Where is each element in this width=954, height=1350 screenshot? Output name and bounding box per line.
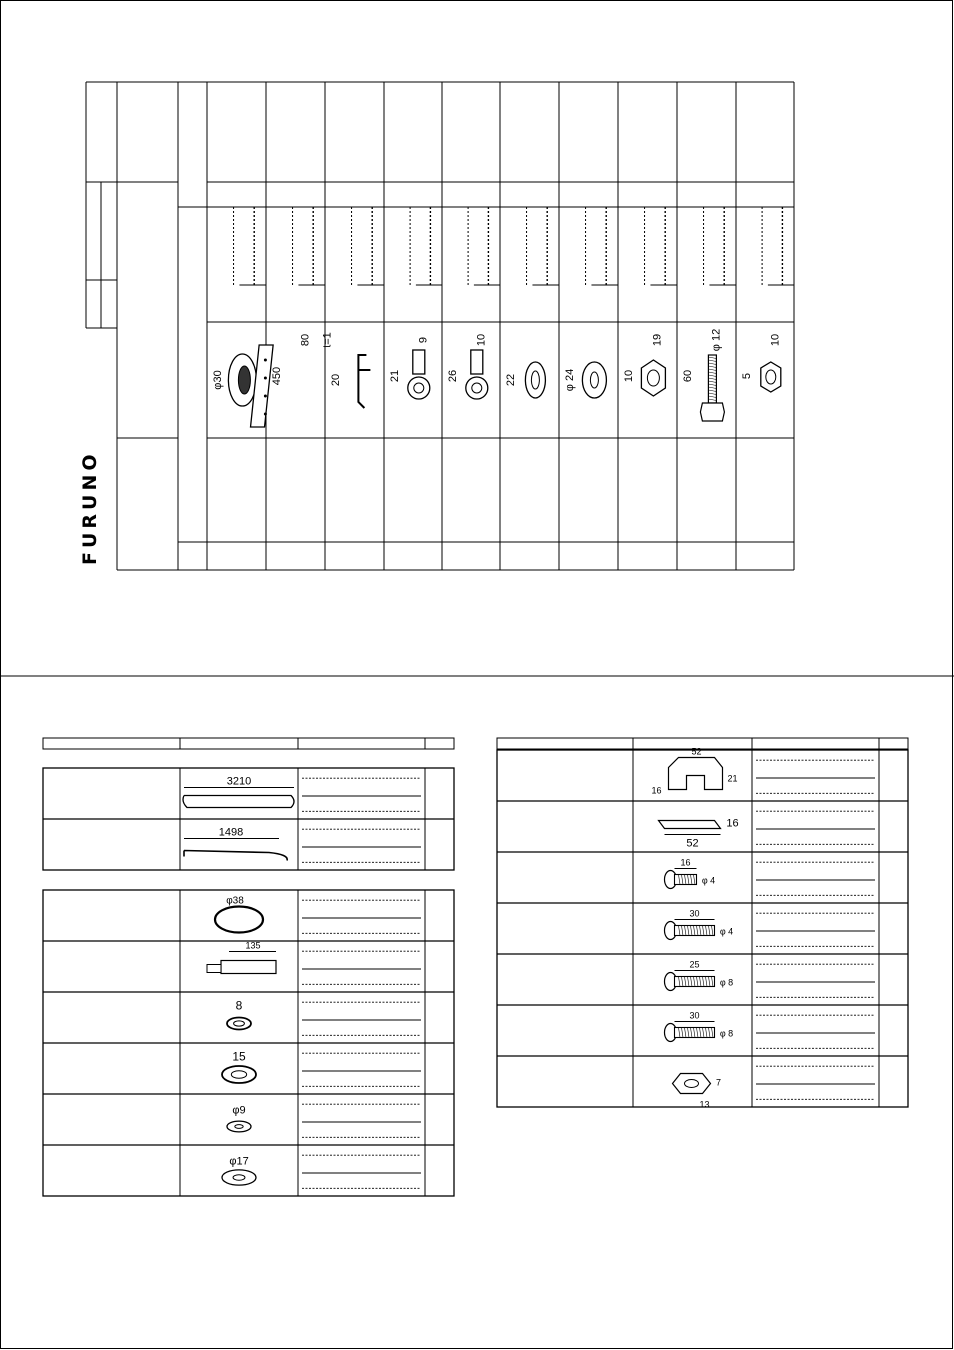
part-drawing — [228, 354, 256, 406]
part-drawing — [227, 1121, 251, 1132]
bolt-head — [700, 403, 724, 421]
part-drawing — [665, 869, 697, 889]
table-group-1 — [497, 747, 908, 1110]
top-column-6 — [500, 82, 559, 570]
part-drawing — [665, 920, 715, 940]
table-row — [497, 1056, 908, 1110]
tool-tip — [207, 965, 221, 973]
part-drawing — [673, 1074, 711, 1094]
furuno-logo: FURUNO — [79, 450, 101, 565]
dimension-label: 26 — [447, 369, 459, 383]
terminal-hole — [472, 383, 482, 393]
strap-hole — [264, 413, 267, 416]
dimension-label: 7 — [715, 1077, 722, 1088]
dimension-label: 8 — [235, 998, 243, 1013]
cable-shape — [183, 796, 294, 808]
dimension-label: 16 — [726, 817, 739, 830]
dimension-label: 19 — [651, 333, 664, 347]
part-drawing — [669, 758, 723, 790]
dimension-label: φ 8 — [719, 1028, 734, 1039]
dimension-label: φ38 — [226, 895, 244, 907]
part-drawing — [227, 1018, 251, 1030]
table-row — [43, 819, 454, 862]
dimension-label: 20 — [330, 373, 342, 387]
dimension-label: 16 — [651, 785, 662, 796]
dimension-label: φ 12 — [710, 328, 723, 352]
dimension-label: 10 — [623, 369, 635, 383]
part-drawing — [665, 971, 715, 991]
page-frame — [1, 1, 953, 1349]
table-group-2 — [43, 890, 454, 1196]
table-row — [497, 1005, 908, 1048]
dimension-label: 52 — [691, 746, 702, 757]
dimension-label: 450 — [271, 366, 283, 386]
table-row — [651, 747, 875, 796]
part-drawing — [665, 1022, 715, 1042]
part-drawing — [222, 1170, 256, 1185]
strap-hole — [264, 377, 267, 380]
bracket-shape — [669, 758, 723, 790]
dimension-label: 80 — [299, 333, 312, 347]
dimension-label: t=1 — [321, 332, 334, 348]
dimension-label: φ 4 — [719, 926, 734, 937]
flat-washer-hole — [235, 1125, 243, 1129]
strap-hole — [264, 359, 267, 362]
dimension-label: 25 — [689, 959, 700, 970]
dimension-label: 30 — [689, 908, 700, 919]
table-group-1 — [43, 768, 454, 870]
top-column-8 — [618, 82, 677, 570]
terminal-barrel — [413, 350, 425, 374]
dimension-label: 52 — [686, 837, 699, 850]
flat-washer-hole — [233, 1175, 245, 1180]
dimension-label: 22 — [505, 373, 517, 387]
top-column-1 — [207, 82, 266, 570]
grommet-hole — [238, 366, 250, 394]
dimension-label: 9 — [417, 336, 430, 344]
table-row — [43, 1145, 454, 1188]
table-row — [43, 1094, 454, 1137]
part-drawing — [582, 362, 606, 398]
table-row — [497, 801, 908, 850]
part-drawing — [183, 788, 294, 808]
part-drawing — [466, 350, 488, 399]
clamp-shape — [358, 355, 366, 408]
dimension-label: φ 24 — [564, 368, 576, 392]
flat-washer-hole — [590, 372, 598, 388]
dimension-label: 21 — [727, 773, 738, 784]
spring-washer-hole — [231, 1071, 246, 1078]
table-row — [43, 1043, 454, 1086]
table-row — [497, 954, 908, 997]
terminal-hole — [414, 383, 424, 393]
table-row — [497, 852, 908, 895]
part-drawing — [408, 350, 430, 399]
spring-washer-hole — [234, 1021, 245, 1026]
dimension-label: φ9 — [232, 1104, 246, 1117]
dimension-label: 21 — [389, 369, 401, 383]
dimension-label: φ30 — [212, 370, 224, 390]
top-column-9 — [677, 82, 736, 570]
top-column-7 — [559, 82, 618, 570]
spring-washer-hole — [531, 371, 539, 389]
top-column-2 — [251, 82, 334, 570]
table-header — [43, 738, 454, 749]
top-column-3 — [325, 82, 384, 570]
part-drawing — [215, 907, 263, 933]
dimension-label: 13 — [699, 1099, 710, 1110]
dimension-label: 5 — [741, 372, 753, 380]
part-drawing — [659, 821, 721, 835]
left-parts-table — [43, 738, 454, 1196]
dimension-label: 15 — [232, 1049, 246, 1064]
top-sheet — [79, 82, 794, 570]
right-parts-table — [497, 738, 908, 1110]
part-drawing — [761, 362, 781, 392]
table-row — [215, 896, 421, 934]
dimension-label: 60 — [682, 369, 694, 383]
plate-shape — [659, 821, 721, 829]
part-drawing — [525, 362, 545, 398]
top-column-10 — [736, 82, 794, 570]
top-column-4 — [384, 82, 442, 570]
dimension-label: 1498 — [218, 826, 244, 839]
table-row — [43, 992, 454, 1035]
dimension-label: φ 4 — [701, 875, 716, 886]
terminal-barrel — [471, 350, 483, 374]
part-drawing — [641, 360, 665, 396]
o-ring-shape — [215, 907, 263, 933]
part-drawing — [700, 355, 724, 421]
table-row — [183, 776, 421, 812]
part-drawing — [207, 952, 276, 974]
dimension-label: 135 — [245, 940, 261, 951]
dimension-label: 3210 — [226, 775, 252, 788]
table-row — [43, 941, 454, 985]
tool-shape — [221, 961, 276, 974]
nut-hole — [766, 370, 776, 384]
dimension-label: 16 — [680, 857, 691, 868]
strap-hole — [264, 395, 267, 398]
dimension-label: φ 8 — [719, 977, 734, 988]
dimension-label: 30 — [689, 1010, 700, 1021]
table-header — [497, 738, 908, 749]
part-drawing — [184, 839, 287, 861]
part-drawing — [222, 1066, 256, 1083]
nut-hole — [647, 370, 659, 386]
dimension-label: 10 — [475, 333, 488, 347]
dimension-label: φ17 — [229, 1155, 249, 1168]
top-column-5 — [442, 82, 500, 570]
part-drawing — [358, 355, 370, 408]
table-row — [497, 903, 908, 946]
dimension-label: 10 — [769, 333, 782, 347]
cable-shape — [184, 851, 287, 861]
nut-hole — [685, 1080, 699, 1088]
top-header-block — [86, 82, 794, 570]
